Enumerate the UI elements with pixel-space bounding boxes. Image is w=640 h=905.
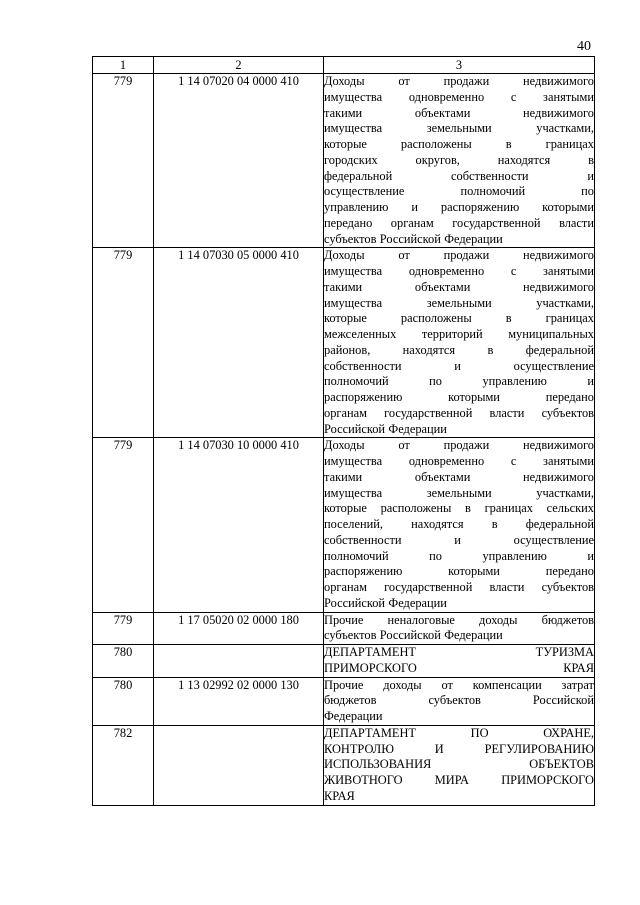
description-word: имущества <box>324 485 383 500</box>
description-word: имущества <box>324 89 383 104</box>
description-word: недвижимого <box>523 469 594 484</box>
description-word: распоряжению <box>324 564 403 579</box>
revenue-code-cell: 1 13 02992 02 0000 130 <box>154 677 324 725</box>
description-word: которыми <box>448 564 500 579</box>
description-cell <box>324 74 595 248</box>
table-row <box>93 248 595 438</box>
table-body <box>93 74 595 806</box>
description-word: Доходы <box>324 74 365 88</box>
description-cell <box>324 677 595 725</box>
description-cell <box>324 248 595 438</box>
description-word: власти <box>559 215 594 230</box>
header-col-1: 1 <box>93 57 154 74</box>
description-word: городских <box>324 152 378 167</box>
description-line <box>324 390 594 406</box>
description-line <box>324 232 594 248</box>
admin-code-cell: 779 <box>93 248 154 438</box>
description-line <box>324 742 594 758</box>
description-word: в <box>491 517 498 531</box>
description-word: и <box>587 374 594 389</box>
description-word: находятся <box>411 517 464 531</box>
description-word: субъектов <box>541 580 594 594</box>
description-word: по <box>429 374 442 389</box>
description-word: ТУРИЗМА <box>535 645 594 659</box>
description-line <box>324 678 594 694</box>
description-word: ПО <box>470 725 489 740</box>
description-line <box>324 184 594 200</box>
table-row <box>93 74 595 248</box>
description-word: органам <box>324 405 367 420</box>
description-word: земельными <box>426 295 492 310</box>
description-line <box>324 311 594 327</box>
admin-code-cell: 779 <box>93 74 154 248</box>
description-word: одновременно <box>408 264 485 278</box>
description-line <box>324 613 594 629</box>
header-row <box>93 57 595 74</box>
header-col-3: 3 <box>324 57 595 74</box>
description-cell <box>324 438 595 612</box>
description-line <box>324 200 594 216</box>
description-word: затрат <box>561 677 594 692</box>
description-line <box>324 757 594 773</box>
table-row <box>93 725 595 805</box>
description-word: такими <box>324 469 363 484</box>
description-line <box>324 709 594 725</box>
description-word: расположены <box>400 137 472 151</box>
description-word: и <box>454 532 461 547</box>
admin-code-cell: 779 <box>93 438 154 612</box>
description-word: компенсации <box>472 677 542 692</box>
description-line <box>324 501 594 517</box>
description-line <box>324 693 594 709</box>
description-word: продажи <box>443 74 490 88</box>
admin-code-cell: 780 <box>93 645 154 678</box>
description-line <box>324 280 594 296</box>
description-word: расположены <box>400 311 472 326</box>
description-line <box>324 549 594 565</box>
admin-code-cell: 780 <box>93 677 154 725</box>
description-word: собственности <box>451 168 529 183</box>
description-word: границах <box>545 311 594 326</box>
description-line <box>324 153 594 169</box>
description-word: доходы <box>479 612 518 627</box>
revenue-code-cell <box>154 645 324 678</box>
description-word: государственной <box>384 580 473 594</box>
description-word: территорий <box>421 327 483 341</box>
description-line <box>324 454 594 470</box>
description-word: федеральной <box>324 168 393 183</box>
description-line <box>324 628 594 644</box>
description-word: власти <box>489 405 525 420</box>
description-word: собственности <box>324 532 402 547</box>
description-word: которыми <box>448 390 500 404</box>
description-word: недвижимого <box>523 248 594 263</box>
description-word: занятыми <box>543 454 594 468</box>
description-word: по <box>581 184 594 199</box>
description-word: имущества <box>324 121 383 136</box>
description-word: в <box>505 137 512 151</box>
description-word: распоряжению <box>324 390 403 404</box>
description-word: в <box>465 501 471 516</box>
description-word: ДЕПАРТАМЕНТ <box>324 725 416 740</box>
table-row <box>93 438 595 612</box>
description-word: в <box>487 342 494 357</box>
description-word: от <box>398 248 410 263</box>
description-line <box>324 422 594 438</box>
description-line <box>324 169 594 185</box>
description-word: от <box>398 438 410 453</box>
description-word: управлению <box>324 200 389 214</box>
description-line <box>324 596 594 612</box>
description-word: межселенных <box>324 327 397 341</box>
description-line <box>324 106 594 122</box>
description-word: Доходы <box>324 438 365 453</box>
revenue-codes-table <box>92 56 595 806</box>
description-word: которые <box>324 311 367 326</box>
description-word: и <box>411 200 418 214</box>
description-line <box>324 470 594 486</box>
description-word: имущества <box>324 454 383 468</box>
description-word: распоряжению <box>440 200 520 214</box>
description-word: Российской <box>532 693 594 708</box>
table-row <box>93 677 595 725</box>
description-line <box>324 374 594 390</box>
revenue-code-cell: 1 14 07030 10 0000 410 <box>154 438 324 612</box>
description-word: Российской <box>379 231 441 246</box>
revenue-code-cell: 1 17 05020 02 0000 180 <box>154 612 324 645</box>
description-word: Прочие <box>324 612 364 627</box>
description-word: Прочие <box>324 677 364 692</box>
description-word: Доходы <box>324 248 365 263</box>
description-word: такими <box>324 105 363 120</box>
page-number: 40 <box>577 39 591 54</box>
description-line <box>324 438 594 454</box>
description-word: границах <box>545 137 594 151</box>
description-line <box>324 121 594 137</box>
description-word: занятыми <box>543 264 594 278</box>
description-line <box>324 296 594 312</box>
description-word: управлению <box>482 548 547 563</box>
description-word: государственной <box>384 405 473 420</box>
description-word: федеральной <box>525 342 594 357</box>
description-cell <box>324 645 595 678</box>
description-word: которые <box>324 501 367 516</box>
header-col-2: 2 <box>154 57 324 74</box>
description-word: которыми <box>542 200 594 214</box>
description-word: округов, <box>415 152 460 167</box>
description-word: Российской <box>379 628 441 643</box>
table-row <box>93 645 595 678</box>
description-line <box>324 359 594 375</box>
description-word: доходы <box>383 677 422 692</box>
table-row <box>93 612 595 645</box>
description-word: передано <box>324 215 373 230</box>
description-word: недвижимого <box>523 438 594 453</box>
description-word: Федерации <box>444 231 503 246</box>
description-word: осуществление <box>513 358 594 373</box>
description-word: власти <box>489 580 525 594</box>
description-word: занятыми <box>543 89 594 104</box>
description-word: Федерации <box>388 595 447 610</box>
description-word: Российской <box>324 595 386 610</box>
description-line <box>324 327 594 343</box>
description-word: имущества <box>324 295 383 310</box>
description-word: в <box>588 152 594 167</box>
description-word: с <box>510 89 517 104</box>
description-word: имущества <box>324 264 383 278</box>
description-word: одновременно <box>408 454 485 468</box>
description-word: расположены <box>380 501 452 516</box>
description-word: одновременно <box>408 89 485 104</box>
description-word: в <box>505 311 512 326</box>
description-word: осуществление <box>324 184 405 199</box>
description-word: субъектов <box>324 628 377 643</box>
description-word: субъектов <box>324 231 377 246</box>
description-line <box>324 137 594 153</box>
description-word: органам <box>390 215 434 230</box>
description-word: Федерации <box>388 421 447 436</box>
description-word: КРАЯ <box>563 660 594 675</box>
description-line <box>324 645 594 661</box>
description-word: границах <box>484 501 533 516</box>
description-word: собственности <box>324 358 402 373</box>
admin-code-cell: 779 <box>93 612 154 645</box>
description-line <box>324 564 594 580</box>
description-word: районов, <box>324 342 371 357</box>
description-line <box>324 533 594 549</box>
description-word: бюджетов <box>324 693 377 708</box>
description-word: с <box>510 454 517 468</box>
description-word: сельских <box>546 501 594 516</box>
description-word: передано <box>545 564 594 579</box>
description-word: бюджетов <box>541 612 594 627</box>
description-word: которые <box>324 137 367 151</box>
description-line <box>324 90 594 106</box>
description-word: находятся <box>402 342 456 357</box>
description-word: объектами <box>414 105 471 120</box>
description-word: РЕГУЛИРОВАНИЮ <box>484 741 594 756</box>
description-word: КОНТРОЛЮ <box>324 741 394 756</box>
description-word: ДЕПАРТАМЕНТ <box>324 645 416 659</box>
description-word: управлению <box>482 374 547 389</box>
description-word: объектами <box>414 279 471 294</box>
description-word: недвижимого <box>523 279 594 294</box>
description-line <box>324 726 594 742</box>
description-word: продажи <box>443 438 490 453</box>
description-line <box>324 517 594 533</box>
description-word: недвижимого <box>523 74 594 88</box>
description-cell <box>324 725 595 805</box>
description-word: МИРА <box>434 773 469 787</box>
description-word: объектами <box>414 469 471 484</box>
description-word: от <box>441 677 453 692</box>
description-cell <box>324 612 595 645</box>
description-line <box>324 343 594 359</box>
description-word: участками, <box>536 121 594 136</box>
description-word: полномочий <box>324 548 389 563</box>
description-line <box>324 264 594 280</box>
description-word: КРАЯ <box>324 788 355 803</box>
revenue-code-cell <box>154 725 324 805</box>
description-word: по <box>429 548 442 563</box>
description-word: ПРИМОРСКОГО <box>324 660 417 675</box>
description-line <box>324 486 594 502</box>
description-word: ОХРАНЕ, <box>543 725 594 740</box>
description-word: передано <box>545 390 594 404</box>
description-word: продажи <box>443 248 490 263</box>
description-word: поселений, <box>324 517 383 531</box>
description-line <box>324 74 594 90</box>
description-word: неналоговые <box>387 612 455 627</box>
description-word: полномочий <box>324 374 389 389</box>
description-line <box>324 580 594 596</box>
description-word: и <box>454 358 461 373</box>
description-line <box>324 789 594 805</box>
description-word: И <box>434 741 444 756</box>
description-word: земельными <box>426 121 492 136</box>
description-word: Российской <box>324 421 386 436</box>
description-word: ЖИВОТНОГО <box>324 773 403 787</box>
description-word: Федерации <box>444 628 503 643</box>
description-word: от <box>398 74 410 88</box>
description-word: участками, <box>536 295 594 310</box>
description-word: субъектов <box>428 693 481 708</box>
description-line <box>324 773 594 789</box>
admin-code-cell: 782 <box>93 725 154 805</box>
description-word: Федерации <box>324 709 383 723</box>
description-word: полномочий <box>460 184 526 199</box>
description-word: ПРИМОРСКОГО <box>501 773 594 787</box>
description-word: находятся <box>497 152 551 167</box>
description-word: недвижимого <box>523 105 594 120</box>
revenue-code-cell: 1 14 07020 04 0000 410 <box>154 74 324 248</box>
description-word: осуществление <box>513 532 594 547</box>
description-word: и <box>587 548 594 563</box>
description-word: ОБЪЕКТОВ <box>529 757 594 772</box>
description-line <box>324 661 594 677</box>
description-word: государственной <box>452 215 541 230</box>
description-word: земельными <box>426 485 492 500</box>
description-word: органам <box>324 580 367 594</box>
description-word: ИСПОЛЬЗОВАНИЯ <box>324 757 432 772</box>
revenue-code-cell: 1 14 07030 05 0000 410 <box>154 248 324 438</box>
description-line <box>324 406 594 422</box>
description-word: федеральной <box>525 517 594 531</box>
description-word: такими <box>324 279 363 294</box>
description-word: и <box>587 168 594 183</box>
description-word: участками, <box>536 485 594 500</box>
description-line <box>324 248 594 264</box>
description-word: субъектов <box>541 405 594 420</box>
description-word: с <box>510 264 517 278</box>
description-word: муниципальных <box>508 327 594 341</box>
description-line <box>324 216 594 232</box>
